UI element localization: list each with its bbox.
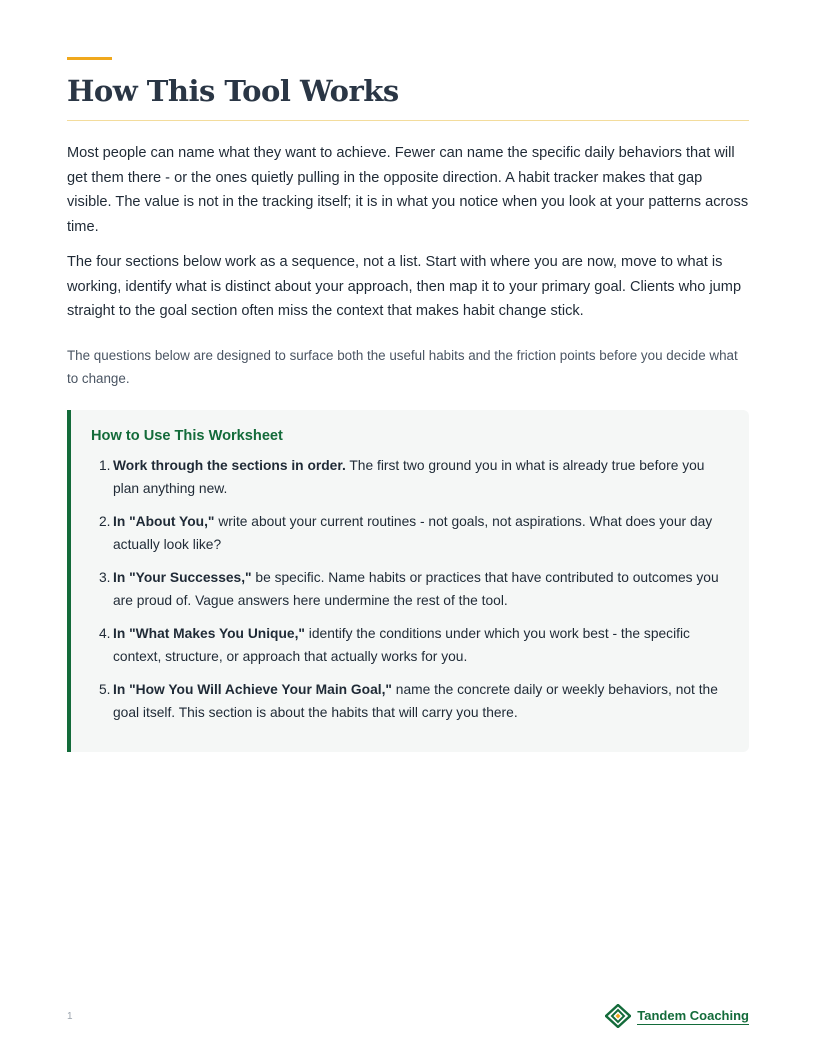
step-lead: In "Your Successes," bbox=[113, 570, 252, 585]
steps-list bbox=[91, 454, 729, 724]
worksheet-instructions-callout bbox=[67, 410, 749, 752]
intro-paragraph-2: The four sections below work as a sequence, not a list. Start with where you are now, move to what is working, identify what is distinct about your approach, then map it to your primary goal. Clients who jump straight to the goal section often miss the context that makes habit change stick. bbox=[67, 254, 742, 319]
step-number: 5. bbox=[99, 682, 111, 697]
step-item bbox=[91, 510, 729, 556]
page-title: How This Tool Works bbox=[67, 74, 399, 108]
intro-note: The questions below are designed to surface both the useful habits and the friction points before you decide what to change. bbox=[67, 347, 738, 386]
step-item bbox=[91, 566, 729, 612]
intro-paragraph-1: Most people can name what they want to achieve. Fewer can name the specific daily behaviors that will get them there - or the ones quietly pulling in the opposite direction. A habit tracker makes that gap visible. The value is not in the tracking itself; it is in what you notice when you look at your patterns across time. bbox=[67, 145, 749, 235]
step-text: name the concrete daily or weekly behaviors, not the goal itself. This section is about the habits that will carry you there. bbox=[113, 682, 718, 720]
step-lead: In "About You," bbox=[113, 514, 215, 529]
step-text: The first two ground you in what is already true before you plan anything new. bbox=[113, 458, 705, 496]
step-text: write about your current routines - not goals, not aspirations. What does your day actually look like? bbox=[113, 514, 713, 552]
step-number: 3. bbox=[99, 570, 111, 585]
step-number: 4. bbox=[99, 626, 111, 641]
step-item bbox=[91, 622, 729, 668]
diamond-logo-icon bbox=[605, 1004, 631, 1028]
callout-title: How to Use This Worksheet bbox=[91, 428, 283, 444]
step-lead: Work through the sections in order. bbox=[113, 458, 346, 473]
brand-name: Tandem Coaching bbox=[637, 1007, 749, 1023]
intro-section bbox=[67, 141, 749, 401]
brand-footer bbox=[605, 1004, 749, 1028]
title-divider bbox=[67, 120, 749, 121]
step-item bbox=[91, 454, 729, 500]
step-number: 2. bbox=[99, 514, 111, 529]
title-accent-bar bbox=[67, 57, 112, 60]
step-text: be specific. Name habits or practices that have contributed to outcomes you are proud of. Vague answers here undermine the rest of the tool. bbox=[113, 570, 719, 608]
step-lead: In "How You Will Achieve Your Main Goal," bbox=[113, 682, 392, 697]
step-item bbox=[91, 678, 729, 724]
step-number: 1. bbox=[99, 458, 111, 473]
step-text: identify the conditions under which you work best - the specific context, structure, or approach that actually works for you. bbox=[113, 626, 690, 664]
page-number: 1 bbox=[67, 1011, 73, 1022]
step-lead: In "What Makes You Unique," bbox=[113, 626, 305, 641]
